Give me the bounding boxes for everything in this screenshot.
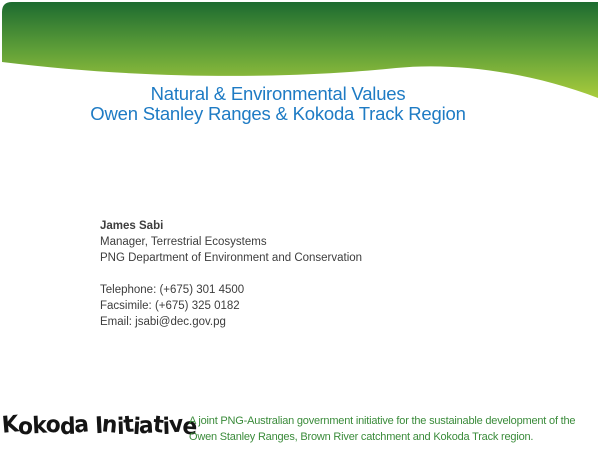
contact-name: James Sabi (100, 220, 164, 232)
contact-spacer (100, 266, 480, 282)
kokoda-initiative-logo: K o k o d a I n i t i a t i v e (0, 411, 198, 441)
footer-description: A joint PNG-Australian government initiative for the sustainable development of the Owen Stanley Ranges, Brown River catchment and Kokoda Track region. (189, 415, 576, 443)
contact-role: Manager, Terrestrial Ecosystems (100, 236, 267, 248)
contact-block (100, 218, 480, 330)
contact-facsimile: Facsimile: (+675) 325 0182 (100, 300, 240, 312)
slide-title-line1: Natural & Environmental Values (150, 83, 406, 104)
contact-email: Email: jsabi@dec.gov.pg (100, 316, 226, 328)
contact-telephone: Telephone: (+675) 301 4500 (100, 284, 245, 296)
contact-organisation: PNG Department of Environment and Conservation (100, 252, 363, 264)
slide-title-line2: Owen Stanley Ranges & Kokoda Track Region (90, 102, 466, 124)
slide-title (0, 84, 556, 123)
